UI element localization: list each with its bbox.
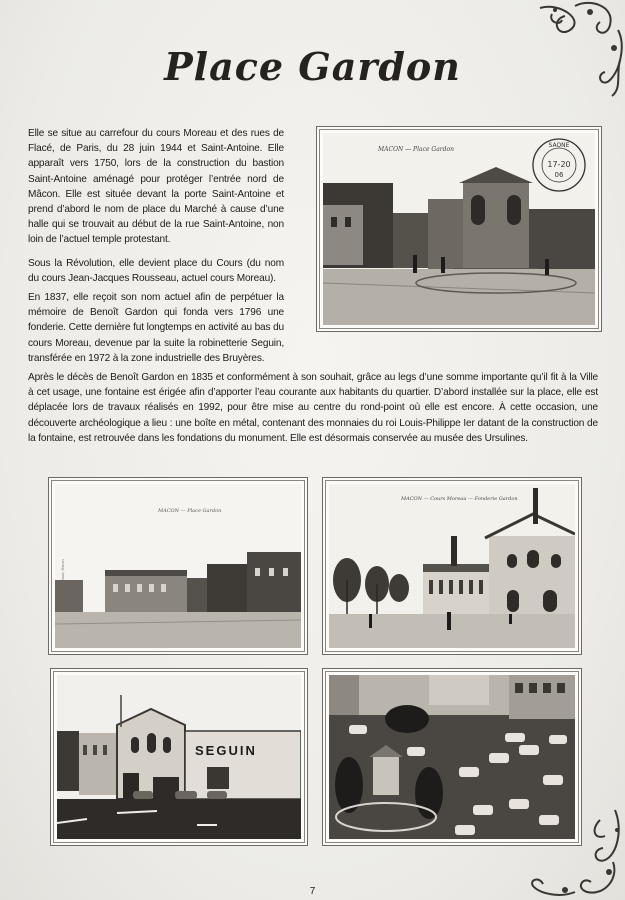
photo1-caption: MACON — Place Gardon [378, 146, 454, 153]
photo3-caption: MACON — Cours Moreau — Fonderie Gardon [401, 496, 518, 502]
postmark-mid: 17-20 [547, 160, 571, 169]
photo2-caption: MACON — Place Gardon [158, 508, 222, 514]
paragraph-revolution: Sous la Révolution, elle devient place du Cours (du nom du cours Jean-Jacques Rousseau, actuel cours Moreau). [28, 258, 284, 285]
roundabout-image [329, 675, 575, 839]
page-number: 7 [309, 886, 316, 897]
fountain-postcard-image [323, 133, 595, 325]
paragraph-location: Elle se situe au carrefour du cours Moreau et des rues de Flacé, de Paris, du 28 juin 1944 et Saint-Antoine. Elle apparaît vers 1750, lors de la construction du bastion Saint-Antoine aménagé pour protéger l’entrée nord de Mâcon. Elle est située devant la porte Saint-Antoine et prend d’abord le nom de place du Marché à cause d’une halle qui se trouvait au début de la rue Saint-Antoine, non loin de l’actuel temple protestant. [28, 128, 284, 246]
seguin-image [57, 675, 301, 839]
page-title: Place Gardon [164, 44, 461, 89]
square-image [55, 484, 301, 648]
photo-fonderie-gardon [325, 480, 579, 652]
postmark-bot: 06 [554, 171, 564, 179]
photo-fountain-postcard [319, 129, 599, 329]
seguin-sign: SEGUIN [195, 743, 257, 758]
fonderie-image [329, 484, 575, 648]
photo-seguin-building [53, 671, 305, 843]
postmark-top: SAONE [548, 142, 570, 149]
photo-place-gardon-square [51, 480, 305, 652]
paragraph-fountain: Après le décès de Benoît Gardon en 1835 et conformément à son souhait, grâce au legs d’une somme importante qu’il fit à la Ville à cet usage, une fontaine est érigée afin d’apporter l’eau courante aux habitants du quartier. D’abord installée sur la place, elle est déplacée lors de travaux réalisés en 1992, pour être mise au centre du rond-point où elle est encore. À cette occasion, une découverte archéologique a lieu : une boîte en métal, contenant des monnaies du roi Louis-Philippe Ier datant de la construction de la fontaine, est retrouvée dans les fondations du monument. Elle est désormais conservée au musée des Ursulines. [28, 372, 598, 444]
paragraph-1837: En 1837, elle reçoit son nom actuel afin de perpétuer la mémoire de Benoît Gardon qui fonda vers 1796 une fonderie. Cette dernière fut longtemps en activité au bas du cours Moreau, devenue par la suite la robinetterie Seguin, transférée en 1972 à la zone industrielle des Bruyères. [28, 292, 284, 364]
photo-aerial-roundabout [325, 671, 579, 843]
